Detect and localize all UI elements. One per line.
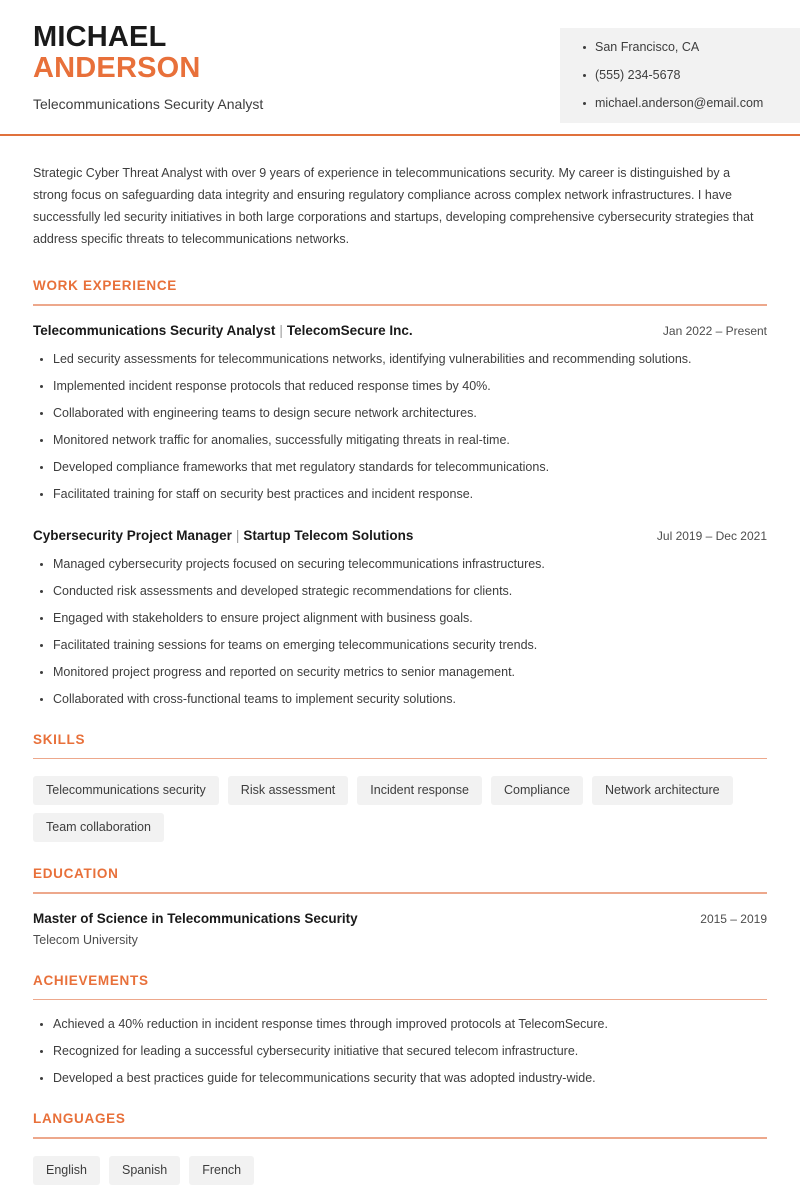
resume-header bbox=[0, 0, 800, 136]
section-title-work-experience: WORK EXPERIENCE bbox=[33, 278, 178, 293]
work-entry bbox=[33, 527, 767, 708]
list-item: Engaged with stakeholders to ensure project alignment with business goals. bbox=[33, 610, 767, 627]
work-role: Cybersecurity Project Manager bbox=[33, 527, 232, 543]
list-item: Developed a best practices guide for telecommunications security that was adopted industry-wide. bbox=[33, 1070, 767, 1087]
skill-chip: Telecommunications security bbox=[33, 776, 219, 805]
education-date: 2015 – 2019 bbox=[700, 911, 767, 926]
list-item: Implemented incident response protocols that reduced response times by 40%. bbox=[33, 378, 767, 395]
work-entry bbox=[33, 322, 767, 503]
work-entry-bullets bbox=[33, 556, 767, 708]
list-item: Facilitated training sessions for teams on emerging telecommunications security trends. bbox=[33, 637, 767, 654]
skill-chip: Risk assessment bbox=[228, 776, 348, 805]
contact-list bbox=[582, 40, 800, 111]
section-divider bbox=[33, 999, 767, 1001]
skills-chip-list bbox=[33, 776, 767, 842]
list-item: Led security assessments for telecommunications networks, identifying vulnerabilities and recommending solutions. bbox=[33, 351, 767, 368]
section-work-experience bbox=[33, 278, 767, 708]
language-chip: English bbox=[33, 1156, 100, 1185]
education-entry bbox=[33, 910, 767, 949]
work-entry-bullets bbox=[33, 351, 767, 503]
work-entry-header bbox=[33, 527, 767, 545]
contact-box bbox=[560, 28, 800, 123]
headline-job-title: Telecommunications Security Analyst bbox=[33, 96, 264, 112]
language-chip: French bbox=[189, 1156, 254, 1185]
first-name: MICHAEL bbox=[33, 21, 167, 53]
list-item: Managed cybersecurity projects focused on securing telecommunications infrastructures. bbox=[33, 556, 767, 573]
section-title-skills: SKILLS bbox=[33, 731, 86, 747]
contact-email[interactable]: michael.anderson@email.com bbox=[582, 96, 800, 111]
section-title-education: EDUCATION bbox=[33, 866, 119, 881]
list-item: Collaborated with engineering teams to design secure network architectures. bbox=[33, 405, 767, 422]
section-divider bbox=[33, 758, 767, 760]
resume-body bbox=[0, 136, 800, 1185]
section-title-achievements: ACHIEVEMENTS bbox=[33, 972, 149, 988]
skill-chip: Incident response bbox=[357, 776, 482, 805]
list-item: Monitored project progress and reported on security metrics to senior management. bbox=[33, 664, 767, 681]
section-skills bbox=[33, 732, 767, 843]
skill-chip: Network architecture bbox=[592, 776, 733, 805]
work-company: Startup Telecom Solutions bbox=[243, 527, 414, 543]
section-languages bbox=[33, 1111, 767, 1185]
list-item: Developed compliance frameworks that met regulatory standards for telecommunications. bbox=[33, 459, 767, 476]
section-divider bbox=[33, 892, 767, 894]
skill-chip: Compliance bbox=[491, 776, 583, 805]
section-title-languages: LANGUAGES bbox=[33, 1111, 126, 1126]
list-item: Conducted risk assessments and developed strategic recommendations for clients. bbox=[33, 583, 767, 600]
header-divider bbox=[0, 134, 800, 136]
work-entry-date: Jan 2022 – Present bbox=[662, 323, 767, 338]
work-role: Telecommunications Security Analyst bbox=[33, 322, 276, 338]
education-degree: Master of Science in Telecommunications Security bbox=[33, 910, 358, 926]
last-name: ANDERSON bbox=[33, 52, 201, 84]
work-entry-date: Jul 2019 – Dec 2021 bbox=[656, 528, 767, 543]
section-divider bbox=[33, 304, 767, 306]
achievements-list bbox=[33, 1016, 767, 1087]
list-item: Facilitated training for staff on security best practices and incident response. bbox=[33, 486, 767, 503]
section-education bbox=[33, 866, 767, 949]
section-divider bbox=[33, 1137, 767, 1139]
education-entry-header bbox=[33, 910, 767, 928]
work-entry-header bbox=[33, 322, 767, 340]
title-separator: | bbox=[279, 322, 283, 338]
work-entry-title bbox=[33, 322, 413, 340]
work-entry-title bbox=[33, 527, 413, 545]
contact-phone[interactable]: (555) 234-5678 bbox=[582, 68, 800, 83]
languages-chip-list bbox=[33, 1156, 767, 1185]
title-separator: | bbox=[235, 527, 240, 543]
identity-block bbox=[0, 0, 560, 113]
work-company: TelecomSecure Inc. bbox=[286, 322, 413, 338]
section-achievements bbox=[33, 973, 767, 1088]
list-item: Collaborated with cross-functional teams to implement security solutions. bbox=[33, 691, 767, 708]
professional-summary: Strategic Cyber Threat Analyst with over 9 years of experience in telecommunications security. My career is distinguished by a strong focus on safeguarding data integrity and ensuring regulatory compliance across complex network infrastructures. I have successfully led security initiatives in both large corporations and startups, developing comprehensive cybersecurity strategies that address specific threats to telecommunications networks. bbox=[33, 166, 754, 246]
contact-location: San Francisco, CA bbox=[582, 40, 800, 55]
language-chip: Spanish bbox=[109, 1156, 180, 1185]
list-item: Monitored network traffic for anomalies, successfully mitigating threats in real-time. bbox=[33, 432, 767, 449]
list-item: Recognized for leading a successful cybersecurity initiative that secured telecom infrastructure. bbox=[33, 1043, 767, 1060]
education-school: Telecom University bbox=[33, 932, 138, 947]
skill-chip: Team collaboration bbox=[33, 813, 164, 842]
list-item: Achieved a 40% reduction in incident response times through improved protocols at TelecomSecure. bbox=[33, 1016, 767, 1033]
